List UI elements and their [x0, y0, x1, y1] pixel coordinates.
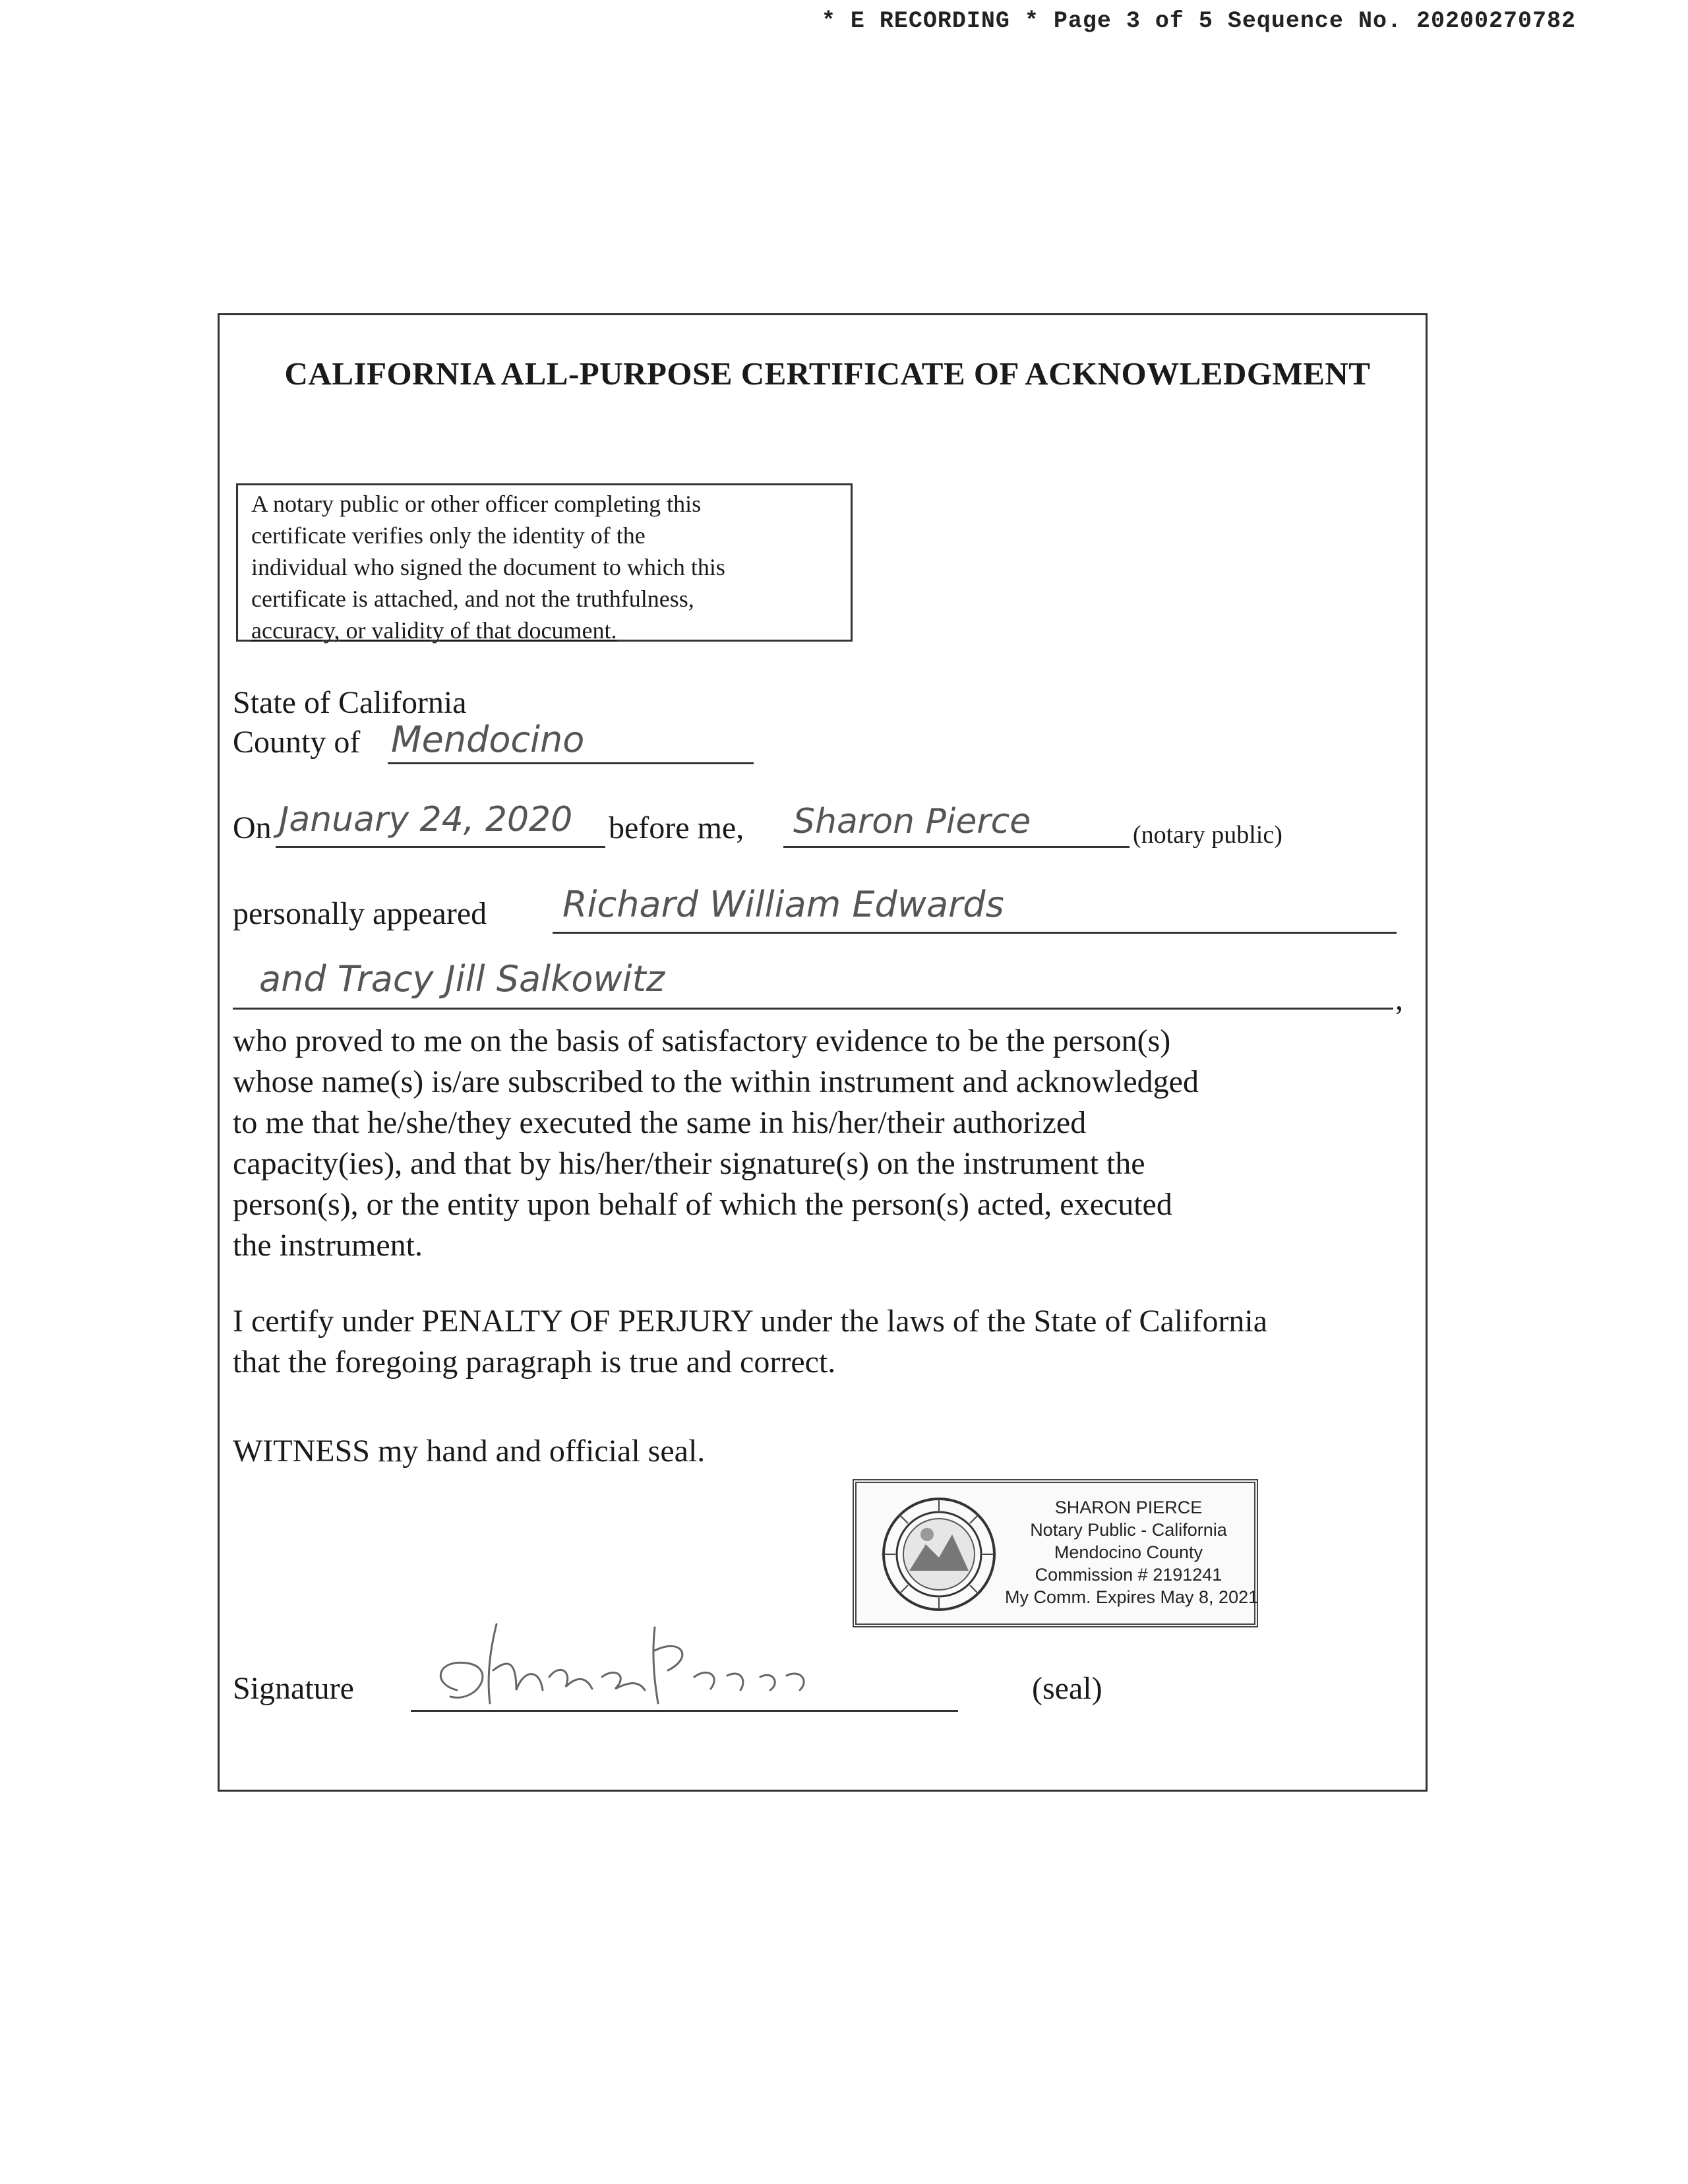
date-underline	[276, 846, 605, 848]
seal-line: Mendocino County	[1054, 1542, 1203, 1562]
notice-line: certificate verifies only the identity of the	[251, 522, 646, 549]
paragraph-line: that the foregoing paragraph is true and correct.	[233, 1345, 836, 1380]
signature-label: Signature	[233, 1671, 354, 1706]
appeared-names-line2: and Tracy Jill Salkowitz	[259, 958, 665, 1000]
notary-name-handwritten-value: Sharon Pierce	[793, 802, 1031, 841]
before-me-label: before me,	[609, 810, 744, 845]
appeared-names-underline-1	[553, 932, 1397, 934]
seal-line: My Comm. Expires May 8, 2021	[1005, 1587, 1259, 1607]
on-label: On	[233, 810, 272, 845]
date-handwritten-value: January 24, 2020	[279, 800, 573, 839]
personally-appeared-label: personally appeared	[233, 896, 487, 931]
paragraph-line: person(s), or the entity upon behalf of which the person(s) acted, executed	[233, 1187, 1172, 1222]
notary-name-underline	[783, 846, 1130, 848]
witness-line: WITNESS my hand and official seal.	[233, 1434, 706, 1469]
paragraph-line: to me that he/she/they executed the same in his/her/their authorized	[233, 1105, 1087, 1140]
county-underline	[388, 762, 754, 764]
notice-line: A notary public or other officer completing this	[251, 491, 702, 517]
notice-line: individual who signed the document to which this	[251, 554, 725, 580]
notice-line: accuracy, or validity of that document.	[251, 617, 617, 644]
county-handwritten-value: Mendocino	[391, 719, 585, 760]
paragraph-line: whose name(s) is/are subscribed to the within instrument and acknowledged	[233, 1064, 1199, 1099]
paragraph-line: the instrument.	[233, 1228, 423, 1263]
perjury-paragraph	[233, 1301, 1420, 1383]
seal-text-block	[1005, 1496, 1259, 1608]
appeared-names-line1: Richard William Edwards	[562, 884, 1004, 925]
proof-paragraph	[233, 1021, 1420, 1266]
notary-public-label: (notary public)	[1133, 821, 1282, 849]
certificate-title: CALIFORNIA ALL-PURPOSE CERTIFICATE OF ACKNOWLEDGMENT	[284, 355, 1371, 392]
paragraph-line: who proved to me on the basis of satisfactory evidence to be the person(s)	[233, 1023, 1171, 1058]
county-label: County of	[233, 725, 361, 760]
recording-header: * E RECORDING * Page 3 of 5 Sequence No. 20200270782	[821, 8, 1576, 34]
paragraph-line: I certify under PENALTY OF PERJURY under the laws of the State of California	[233, 1304, 1268, 1339]
handwritten-signature-icon	[417, 1598, 892, 1716]
paragraph-line: capacity(ies), and that by his/her/their signature(s) on the instrument the	[233, 1146, 1145, 1181]
state-seal-icon	[880, 1495, 998, 1614]
acknowledgment-certificate	[218, 313, 1428, 1792]
seal-line: Commission # 2191241	[1035, 1565, 1222, 1585]
seal-label: (seal)	[1032, 1671, 1102, 1706]
trailing-comma: ,	[1395, 982, 1403, 1017]
seal-line: SHARON PIERCE	[1054, 1498, 1203, 1517]
appeared-names-underline-2	[233, 1008, 1393, 1010]
notary-notice-box	[236, 483, 853, 642]
notary-seal-stamp	[853, 1479, 1258, 1627]
seal-line: Notary Public - California	[1030, 1520, 1227, 1540]
state-label: State of California	[233, 685, 467, 720]
notice-line: certificate is attached, and not the truthfulness,	[251, 586, 694, 612]
signature-underline	[411, 1710, 958, 1712]
